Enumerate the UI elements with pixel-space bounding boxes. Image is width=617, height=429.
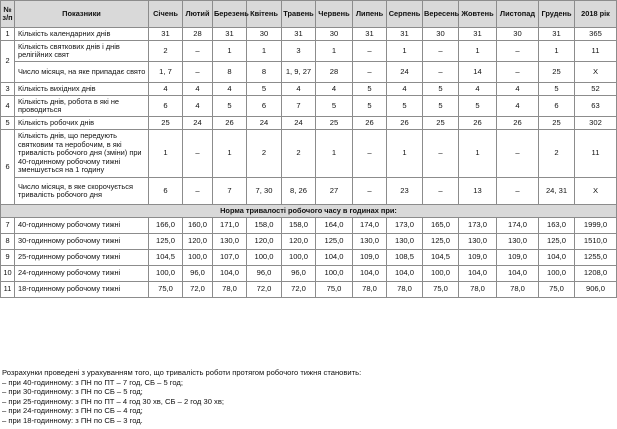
table-cell: 5 bbox=[423, 96, 459, 117]
table-cell: 78,0 bbox=[387, 282, 423, 298]
row-label: 18-годинному робочому тижні bbox=[15, 282, 149, 298]
table-cell: 31 bbox=[213, 28, 247, 41]
table-cell: 31 bbox=[149, 28, 183, 41]
table-row bbox=[1, 96, 617, 117]
table-cell: – bbox=[353, 178, 387, 205]
table-row bbox=[1, 28, 617, 41]
table-cell: 100,0 bbox=[183, 250, 213, 266]
header-month: Січень bbox=[149, 1, 183, 28]
table-cell: 1 bbox=[316, 41, 353, 62]
table-cell: 5 bbox=[387, 96, 423, 117]
table-cell: 1510,0 bbox=[575, 234, 617, 250]
row-number: 6 bbox=[1, 130, 15, 205]
table-cell: 1 bbox=[213, 130, 247, 178]
norm-section-title: Норма тривалості робочого часу в годинах при: bbox=[1, 205, 617, 218]
row-label: Кількість календарних днів bbox=[15, 28, 149, 41]
table-cell: 104,0 bbox=[459, 266, 497, 282]
table-cell: 109,0 bbox=[353, 250, 387, 266]
table-cell: 4 bbox=[497, 83, 539, 96]
table-cell: 4 bbox=[213, 83, 247, 96]
table-cell: 11 bbox=[575, 41, 617, 62]
table-cell: 2 bbox=[149, 41, 183, 62]
row-label: 25-годинному робочому тижні bbox=[15, 250, 149, 266]
table-cell: 100,0 bbox=[423, 266, 459, 282]
table-cell: 107,0 bbox=[213, 250, 247, 266]
footnote-line: – при 18-годинному: з ПН по СБ – 3 год. bbox=[2, 415, 143, 425]
table-row bbox=[1, 218, 617, 234]
table-cell: 5 bbox=[423, 83, 459, 96]
table-cell: – bbox=[423, 62, 459, 83]
table-cell: 25 bbox=[423, 117, 459, 130]
table-cell: – bbox=[183, 41, 213, 62]
table-cell: 173,0 bbox=[387, 218, 423, 234]
table-cell: 1208,0 bbox=[575, 266, 617, 282]
table-cell: 120,0 bbox=[183, 234, 213, 250]
table-cell: 1 bbox=[387, 41, 423, 62]
table-cell: 28 bbox=[316, 62, 353, 83]
table-cell: 125,0 bbox=[539, 234, 575, 250]
table-cell: 100,0 bbox=[316, 266, 353, 282]
table-row bbox=[1, 234, 617, 250]
table-cell: 8, 26 bbox=[282, 178, 316, 205]
table-cell: 1999,0 bbox=[575, 218, 617, 234]
footnote-line: – при 24-годинному: з ПН по СБ – 4 год; bbox=[2, 406, 143, 416]
header-month: Вересень bbox=[423, 1, 459, 28]
table-cell: 52 bbox=[575, 83, 617, 96]
table-cell: 365 bbox=[575, 28, 617, 41]
table-cell: 1 bbox=[459, 41, 497, 62]
table-row bbox=[1, 250, 617, 266]
table-cell: 4 bbox=[282, 83, 316, 96]
table-cell: 174,0 bbox=[497, 218, 539, 234]
header-month: Травень bbox=[282, 1, 316, 28]
table-row bbox=[1, 62, 617, 83]
table-cell: 96,0 bbox=[183, 266, 213, 282]
table-cell: 130,0 bbox=[497, 234, 539, 250]
row-number: 2 bbox=[1, 41, 15, 83]
footnote-line: – при 25-годинному: з ПН по ПТ – 4 год 30 хв, СБ – 2 год 30 хв; bbox=[2, 396, 224, 406]
table-cell: 7, 30 bbox=[247, 178, 282, 205]
table-cell: 27 bbox=[316, 178, 353, 205]
table-cell: 26 bbox=[353, 117, 387, 130]
table-cell: 125,0 bbox=[423, 234, 459, 250]
table-cell: 5 bbox=[247, 83, 282, 96]
table-cell: – bbox=[353, 130, 387, 178]
table-cell: 108,5 bbox=[387, 250, 423, 266]
table-cell: 24, 31 bbox=[539, 178, 575, 205]
table-cell: 1 bbox=[459, 130, 497, 178]
table-cell: 31 bbox=[353, 28, 387, 41]
table-cell: – bbox=[183, 62, 213, 83]
table-cell: 31 bbox=[539, 28, 575, 41]
row-number: 11 bbox=[1, 282, 15, 298]
row-label: Кількість вихідних днів bbox=[15, 83, 149, 96]
table-cell: 78,0 bbox=[459, 282, 497, 298]
table-cell: 30 bbox=[316, 28, 353, 41]
header-indicators: Показники bbox=[15, 1, 149, 28]
table-cell: 1, 7 bbox=[149, 62, 183, 83]
table-cell: 31 bbox=[459, 28, 497, 41]
table-cell: 109,0 bbox=[459, 250, 497, 266]
header-row bbox=[1, 1, 617, 28]
table-cell: 100,0 bbox=[149, 266, 183, 282]
table-cell: 72,0 bbox=[247, 282, 282, 298]
header-month: Квітень bbox=[247, 1, 282, 28]
table-cell: – bbox=[423, 130, 459, 178]
row-label: 30-годинному робочому тижні bbox=[15, 234, 149, 250]
table-cell: 164,0 bbox=[316, 218, 353, 234]
table-cell: 104,0 bbox=[387, 266, 423, 282]
table-row bbox=[1, 282, 617, 298]
table-cell: 8 bbox=[213, 62, 247, 83]
table-cell: 5 bbox=[459, 96, 497, 117]
table-cell: 166,0 bbox=[149, 218, 183, 234]
table-cell: 31 bbox=[387, 28, 423, 41]
table-cell: 100,0 bbox=[282, 250, 316, 266]
table-cell: – bbox=[183, 130, 213, 178]
table-cell: 120,0 bbox=[282, 234, 316, 250]
table-cell: – bbox=[423, 41, 459, 62]
table-row bbox=[1, 178, 617, 205]
table-cell: 13 bbox=[459, 178, 497, 205]
row-number: 4 bbox=[1, 96, 15, 117]
table-cell: 130,0 bbox=[213, 234, 247, 250]
row-number: 1 bbox=[1, 28, 15, 41]
table-cell: 1 bbox=[213, 41, 247, 62]
table-cell: – bbox=[423, 178, 459, 205]
table-cell: 25 bbox=[149, 117, 183, 130]
header-month: Липень bbox=[353, 1, 387, 28]
row-label: Кількість робочих днів bbox=[15, 117, 149, 130]
table-cell: 26 bbox=[387, 117, 423, 130]
table-cell: 26 bbox=[459, 117, 497, 130]
table-cell: 158,0 bbox=[282, 218, 316, 234]
table-cell: 104,0 bbox=[497, 266, 539, 282]
table-cell: 96,0 bbox=[282, 266, 316, 282]
table-cell: 104,0 bbox=[213, 266, 247, 282]
table-cell: 104,0 bbox=[539, 250, 575, 266]
table-cell: 163,0 bbox=[539, 218, 575, 234]
table-cell: 173,0 bbox=[459, 218, 497, 234]
header-month: Серпень bbox=[387, 1, 423, 28]
table-row bbox=[1, 266, 617, 282]
table-cell: – bbox=[497, 178, 539, 205]
table-cell: – bbox=[497, 41, 539, 62]
table-cell: 72,0 bbox=[282, 282, 316, 298]
table-cell: 104,5 bbox=[149, 250, 183, 266]
row-number: 9 bbox=[1, 250, 15, 266]
table-cell: 72,0 bbox=[183, 282, 213, 298]
header-month: Грудень bbox=[539, 1, 575, 28]
table-cell: 24 bbox=[282, 117, 316, 130]
table-cell: 2 bbox=[539, 130, 575, 178]
table-cell: 165,0 bbox=[423, 218, 459, 234]
table-cell: 4 bbox=[183, 83, 213, 96]
row-label: Число місяця, в яке скорочується тривалість робочого дня bbox=[15, 178, 149, 205]
table-cell: 23 bbox=[387, 178, 423, 205]
header-month: Березень bbox=[213, 1, 247, 28]
row-label: Кількість днів, робота в які не проводиться bbox=[15, 96, 149, 117]
table-cell: 28 bbox=[183, 28, 213, 41]
table-cell: 26 bbox=[213, 117, 247, 130]
table-cell: 3 bbox=[282, 41, 316, 62]
table-cell: 906,0 bbox=[575, 282, 617, 298]
table-row bbox=[1, 83, 617, 96]
table-cell: 130,0 bbox=[387, 234, 423, 250]
table-cell: 6 bbox=[149, 178, 183, 205]
table-cell: 1 bbox=[316, 130, 353, 178]
table-cell: 6 bbox=[539, 96, 575, 117]
table-cell: – bbox=[353, 41, 387, 62]
table-cell: X bbox=[575, 178, 617, 205]
table-cell: 158,0 bbox=[247, 218, 282, 234]
table-cell: 63 bbox=[575, 96, 617, 117]
table-cell: 4 bbox=[183, 96, 213, 117]
table-cell: 109,0 bbox=[497, 250, 539, 266]
table-cell: 1255,0 bbox=[575, 250, 617, 266]
table-cell: 31 bbox=[282, 28, 316, 41]
table-body bbox=[1, 28, 617, 298]
table-cell: 30 bbox=[423, 28, 459, 41]
table-row bbox=[1, 130, 617, 178]
table-cell: 120,0 bbox=[247, 234, 282, 250]
table-cell: 75,0 bbox=[539, 282, 575, 298]
header-no: № з/п bbox=[1, 1, 15, 28]
table-cell: – bbox=[183, 178, 213, 205]
table-cell: 78,0 bbox=[213, 282, 247, 298]
table-cell: 5 bbox=[539, 83, 575, 96]
table-cell: 130,0 bbox=[459, 234, 497, 250]
table-cell: 125,0 bbox=[316, 234, 353, 250]
table-cell: 100,0 bbox=[539, 266, 575, 282]
table-cell: 1 bbox=[247, 41, 282, 62]
table-row bbox=[1, 117, 617, 130]
table-cell: 24 bbox=[247, 117, 282, 130]
table-cell: 25 bbox=[539, 117, 575, 130]
table-cell: 14 bbox=[459, 62, 497, 83]
table-cell: 1 bbox=[149, 130, 183, 178]
table-cell: 5 bbox=[213, 96, 247, 117]
table-cell: 1 bbox=[539, 41, 575, 62]
table-cell: 1, 9, 27 bbox=[282, 62, 316, 83]
table-cell: 1 bbox=[387, 130, 423, 178]
row-number: 5 bbox=[1, 117, 15, 130]
footnote-line: – при 40-годинному: з ПН по ПТ – 7 год, СБ – 5 год; bbox=[2, 377, 183, 387]
table-cell: 104,0 bbox=[316, 250, 353, 266]
table-cell: 26 bbox=[497, 117, 539, 130]
table-cell: 75,0 bbox=[423, 282, 459, 298]
table-cell: 100,0 bbox=[247, 250, 282, 266]
table-cell: 78,0 bbox=[497, 282, 539, 298]
header-month: Лютий bbox=[183, 1, 213, 28]
table-cell: 174,0 bbox=[353, 218, 387, 234]
table-cell: 6 bbox=[247, 96, 282, 117]
row-label: 24-годинному робочому тижні bbox=[15, 266, 149, 282]
header-year: 2018 рік bbox=[575, 1, 617, 28]
header-month: Червень bbox=[316, 1, 353, 28]
table-cell: 130,0 bbox=[353, 234, 387, 250]
row-number: 7 bbox=[1, 218, 15, 234]
table-cell: 24 bbox=[183, 117, 213, 130]
table-cell: 4 bbox=[459, 83, 497, 96]
row-number: 8 bbox=[1, 234, 15, 250]
row-label: Кількість днів, що передують святковим та неробочим, в які тривалість робочого дня (зміни) при 40-годинному робочому тижні зменшується на 1 годину bbox=[15, 130, 149, 178]
table-cell: 8 bbox=[247, 62, 282, 83]
table-cell: 75,0 bbox=[316, 282, 353, 298]
norm-section-row bbox=[1, 205, 617, 218]
table-cell: 2 bbox=[282, 130, 316, 178]
header-month: Жовтень bbox=[459, 1, 497, 28]
table-cell: 30 bbox=[497, 28, 539, 41]
table-cell: 104,5 bbox=[423, 250, 459, 266]
table-row bbox=[1, 41, 617, 62]
table-cell: 6 bbox=[149, 96, 183, 117]
table-cell: 171,0 bbox=[213, 218, 247, 234]
table-cell: 7 bbox=[213, 178, 247, 205]
table-cell: 104,0 bbox=[353, 266, 387, 282]
table-cell: – bbox=[353, 62, 387, 83]
table-cell: 78,0 bbox=[353, 282, 387, 298]
table-cell: – bbox=[497, 62, 539, 83]
table-cell: 24 bbox=[387, 62, 423, 83]
table-cell: 25 bbox=[316, 117, 353, 130]
table-cell: 30 bbox=[247, 28, 282, 41]
table-cell: 160,0 bbox=[183, 218, 213, 234]
table-cell: 302 bbox=[575, 117, 617, 130]
table-cell: 11 bbox=[575, 130, 617, 178]
table-cell: X bbox=[575, 62, 617, 83]
table-cell: 4 bbox=[149, 83, 183, 96]
table-cell: 4 bbox=[497, 96, 539, 117]
table-cell: 25 bbox=[539, 62, 575, 83]
footnote-line: – при 30-годинному: з ПН по СБ – 5 год; bbox=[2, 387, 143, 397]
row-label: 40-годинному робочому тижні bbox=[15, 218, 149, 234]
table-cell: 2 bbox=[247, 130, 282, 178]
table-cell: 75,0 bbox=[149, 282, 183, 298]
row-label: Число місяця, на яке припадає свято bbox=[15, 62, 149, 83]
table-cell: 4 bbox=[387, 83, 423, 96]
table-cell: – bbox=[497, 130, 539, 178]
footnotes bbox=[2, 368, 594, 426]
table-cell: 125,0 bbox=[149, 234, 183, 250]
table-cell: 5 bbox=[316, 96, 353, 117]
row-number: 3 bbox=[1, 83, 15, 96]
row-number: 10 bbox=[1, 266, 15, 282]
table-cell: 4 bbox=[316, 83, 353, 96]
header-month: Листопад bbox=[497, 1, 539, 28]
row-label: Кількість святкових днів і днів релігійних свят bbox=[15, 41, 149, 62]
footnote-line: Розрахунки проведені з урахуванням того, що тривалість роботи протягом робочого тижня становить: bbox=[2, 368, 362, 377]
table-cell: 5 bbox=[353, 96, 387, 117]
table-cell: 7 bbox=[282, 96, 316, 117]
table-cell: 96,0 bbox=[247, 266, 282, 282]
table-cell: 5 bbox=[353, 83, 387, 96]
